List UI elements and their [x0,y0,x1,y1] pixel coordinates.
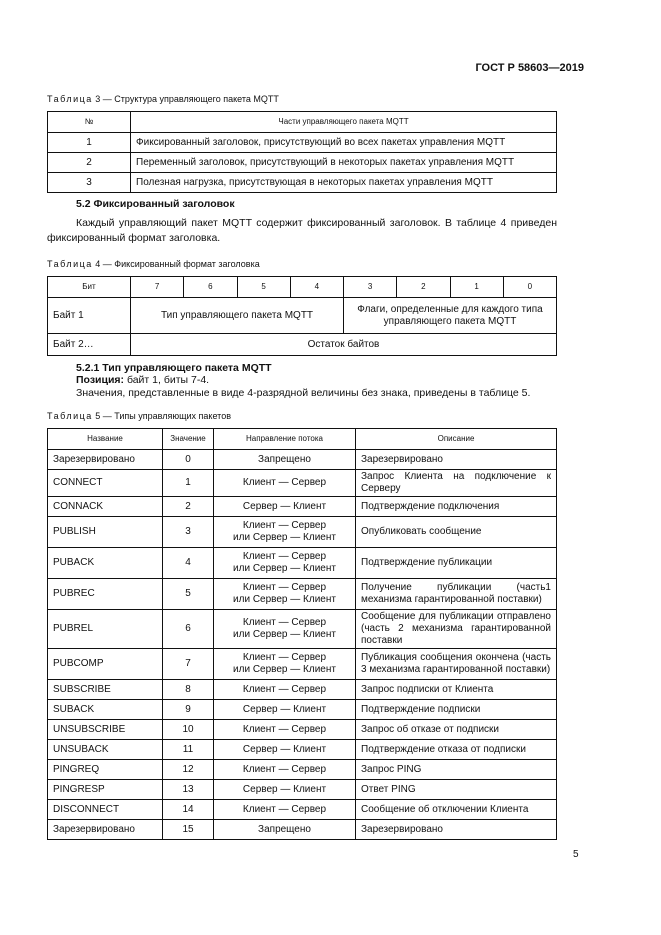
table5-header: Описание [356,429,557,450]
table-row [48,649,557,680]
packet-description: Получение публикации (часть1 механизма гарантированной поставки) [356,579,557,610]
flow-direction: Сервер — Клиент [214,700,356,720]
packet-description: Публикация сообщения окончена (часть 3 механизма гарантированной поставки) [356,649,557,680]
caption-text: 4 — Фиксированный формат заголовка [92,259,260,269]
flow-direction: Клиент — Сервер или Сервер — Клиент [214,548,356,579]
packet-name: PUBACK [48,548,163,579]
table-row [48,720,557,740]
table-row [48,700,557,720]
flow-direction: Сервер — Клиент [214,780,356,800]
table5 [47,428,557,840]
flow-direction: Клиент — Сервер [214,720,356,740]
table3-header: Части управляющего пакета MQTT [131,112,557,133]
packet-value: 0 [163,450,214,470]
table-row [48,497,557,517]
position-value: байт 1, биты 7-4. [124,374,210,386]
bit-header: 3 [344,277,397,298]
packet-name: PUBREL [48,610,163,649]
table4 [47,276,557,356]
row-description: Переменный заголовок, присутствующий в некоторых пакетах управления MQTT [131,153,557,173]
row-number: 1 [48,133,131,153]
position-label: Позиция: [76,374,125,386]
packet-value: 12 [163,760,214,780]
section-5-2-text: Каждый управляющий пакет MQTT содержит фиксированный заголовок. В таблице 4 приведен фиксированный формат заголовка. [47,217,557,244]
table-row [48,780,557,800]
packet-description: Зарезервировано [356,820,557,840]
flow-direction: Клиент — Сервер или Сервер — Клиент [214,517,356,548]
packet-name: DISCONNECT [48,800,163,820]
packet-value: 2 [163,497,214,517]
row-number: 3 [48,173,131,193]
table-row [48,548,557,579]
bit-header: 0 [503,277,556,298]
flow-direction: Клиент — Сервер [214,800,356,820]
packet-value: 5 [163,579,214,610]
row-description: Полезная нагрузка, присутствующая в некоторых пакетах управления MQTT [131,173,557,193]
packet-description: Сообщение для публикации отправлено (часть 2 механизма гарантированной поставки [356,610,557,649]
remaining-cell: Остаток байтов [131,334,557,356]
flow-direction: Клиент — Сервер [214,680,356,700]
table-row [48,470,557,497]
table5-header: Значение [163,429,214,450]
page-number: 5 [573,849,579,860]
packet-value: 8 [163,680,214,700]
packet-description: Зарезервировано [356,450,557,470]
flags-cell: Флаги, определенные для каждого типа управляющего пакета MQTT [344,298,557,334]
table3-caption [47,94,279,104]
bit-header: 1 [450,277,503,298]
table-row [48,173,557,193]
packet-name: CONNECT [48,470,163,497]
table-row [48,133,557,153]
byte2-label: Байт 2… [48,334,131,356]
packet-description: Подтверждение подписки [356,700,557,720]
packet-name: SUBACK [48,700,163,720]
packet-description: Подтверждение публикации [356,548,557,579]
packet-value: 7 [163,649,214,680]
packet-description: Сообщение об отключении Клиента [356,800,557,820]
packet-name: Зарезервировано [48,450,163,470]
row-number: 2 [48,153,131,173]
packet-value: 15 [163,820,214,840]
table-row [48,820,557,840]
packet-value: 11 [163,740,214,760]
packet-name: PUBREC [48,579,163,610]
table3 [47,111,557,193]
packet-value: 14 [163,800,214,820]
packet-value: 13 [163,780,214,800]
packet-description: Опубликовать сообщение [356,517,557,548]
document-header: ГОСТ Р 58603—2019 [475,62,584,74]
table5-header: Направление потока [214,429,356,450]
flow-direction: Сервер — Клиент [214,740,356,760]
flow-direction: Запрещено [214,450,356,470]
section-5-2-1-title: 5.2.1 Тип управляющего пакета MQTT [76,362,272,374]
packet-value: 4 [163,548,214,579]
row-description: Фиксированный заголовок, присутствующий во всех пакетах управления MQTT [131,133,557,153]
caption-word: Таблица [47,411,93,421]
bit-header: 5 [237,277,290,298]
table5-caption [47,411,231,421]
packet-description: Запрос подписки от Клиента [356,680,557,700]
packet-name: PINGRESP [48,780,163,800]
packet-value: 9 [163,700,214,720]
packet-value: 3 [163,517,214,548]
packet-type-cell: Тип управляющего пакета MQTT [131,298,344,334]
table-row [48,153,557,173]
caption-word: Таблица [47,94,93,104]
packet-description: Запрос Клиента на подключение к Серверу [356,470,557,497]
packet-description: Подтверждение отказа от подписки [356,740,557,760]
packet-name: PUBLISH [48,517,163,548]
flow-direction: Сервер — Клиент [214,497,356,517]
table5-header: Название [48,429,163,450]
packet-description: Запрос об отказе от подписки [356,720,557,740]
packet-description: Подтверждение подключения [356,497,557,517]
table-row [48,517,557,548]
packet-value: 1 [163,470,214,497]
packet-name: UNSUBACK [48,740,163,760]
flow-direction: Запрещено [214,820,356,840]
packet-name: PUBCOMP [48,649,163,680]
bit-header: Бит [48,277,131,298]
section-5-2-1-text: Значения, представленные в виде 4-разрядной величины без знака, приведены в таблице 5. [76,387,531,399]
packet-name: CONNACK [48,497,163,517]
packet-name: UNSUBSCRIBE [48,720,163,740]
bit-header: 4 [290,277,343,298]
table-row [48,800,557,820]
packet-name: SUBSCRIBE [48,680,163,700]
caption-text: 3 — Структура управляющего пакета MQTT [92,94,279,104]
packet-value: 6 [163,610,214,649]
packet-name: PINGREQ [48,760,163,780]
table-row [48,760,557,780]
byte1-label: Байт 1 [48,298,131,334]
packet-name: Зарезервировано [48,820,163,840]
caption-text: 5 — Типы управляющих пакетов [92,411,231,421]
flow-direction: Клиент — Сервер [214,470,356,497]
bit-header: 6 [184,277,237,298]
flow-direction: Клиент — Сервер или Сервер — Клиент [214,649,356,680]
section-5-2-title: 5.2 Фиксированный заголовок [76,198,235,210]
packet-description: Ответ PING [356,780,557,800]
packet-description: Запрос PING [356,760,557,780]
caption-word: Таблица [47,259,93,269]
flow-direction: Клиент — Сервер или Сервер — Клиент [214,610,356,649]
table-row [48,579,557,610]
table3-header: № [48,112,131,133]
packet-value: 10 [163,720,214,740]
flow-direction: Клиент — Сервер или Сервер — Клиент [214,579,356,610]
table-row [48,450,557,470]
bit-header: 7 [131,277,184,298]
table-row [48,740,557,760]
bit-header: 2 [397,277,450,298]
table4-caption [47,259,260,269]
flow-direction: Клиент — Сервер [214,760,356,780]
table-row [48,610,557,649]
table-row [48,680,557,700]
